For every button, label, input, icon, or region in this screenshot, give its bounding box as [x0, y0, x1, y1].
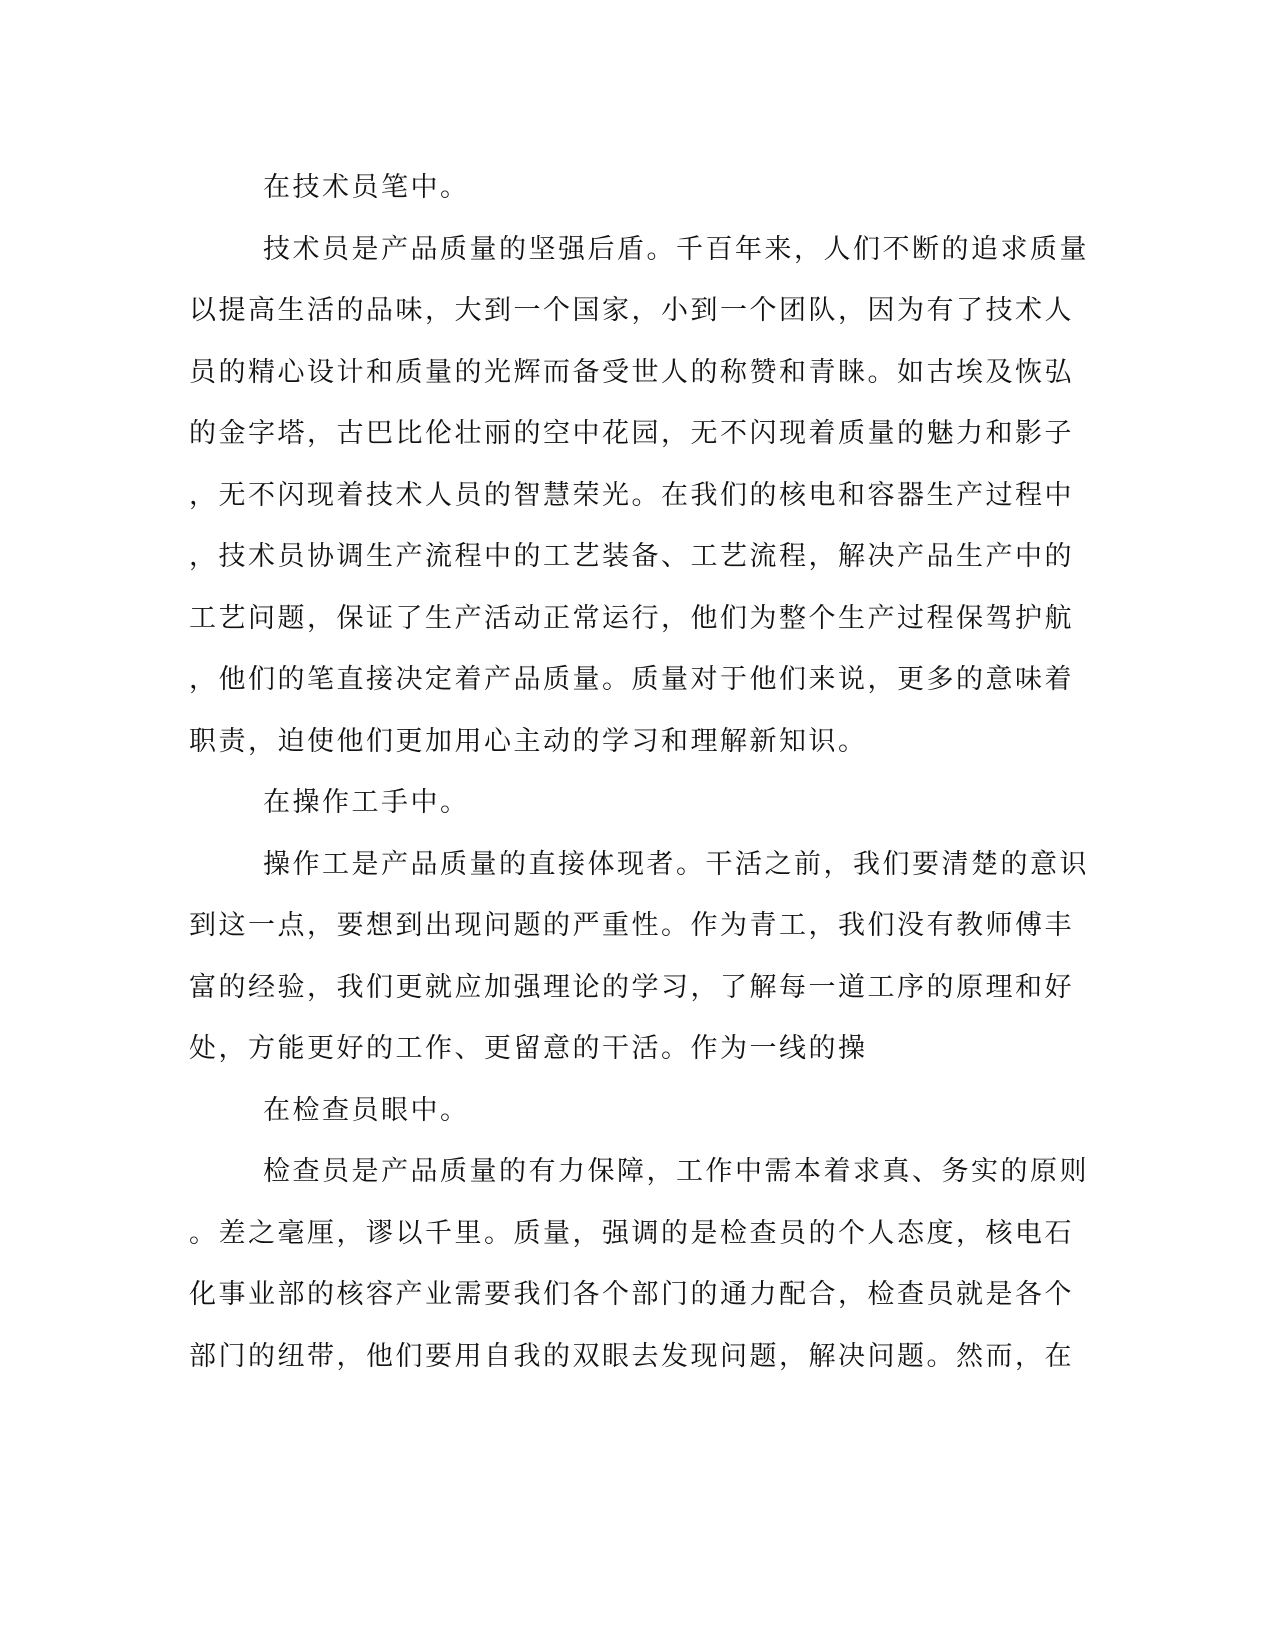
paragraph-line: 到这一点，要想到出现问题的严重性。作为青工，我们没有教师傅丰	[189, 910, 1074, 941]
paragraph-line: 工艺问题，保证了生产活动正常运行，他们为整个生产过程保驾护航	[189, 602, 1074, 634]
paragraph-line: 富的经验，我们更就应加强理论的学习，了解每一道工序的原理和好	[189, 971, 1074, 1003]
paragraph-line: 的金字塔，古巴比伦壮丽的空中花园，无不闪现着质量的魅力和影子	[189, 418, 1074, 449]
paragraph-line: 技术员是产品质量的坚强后盾。千百年来，人们不断的追求质量	[263, 233, 1089, 265]
paragraph-line: 职责，迫使他们更加用心主动的学习和理解新知识。	[189, 725, 868, 757]
paragraph-line: 部门的纽带，他们要用自我的双眼去发现问题，解决问题。然而，在	[189, 1340, 1074, 1372]
paragraph-line: 检查员是产品质量的有力保障，工作中需本着求真、务实的原则	[263, 1156, 1089, 1187]
document-body	[189, 157, 1089, 1387]
heading-operator: 在操作工手中。	[263, 787, 470, 818]
paragraph-line: 。差之毫厘，谬以千里。质量，强调的是检查员的个人态度，核电石	[189, 1217, 1074, 1249]
paragraph-line: 员的精心设计和质量的光辉而备受世人的称赞和青睐。如古埃及恢弘	[189, 356, 1074, 388]
paragraph-line: 操作工是产品质量的直接体现者。干活之前，我们要清楚的意识	[263, 848, 1089, 880]
paragraph-line: 以提高生活的品味，大到一个国家，小到一个团队，因为有了技术人	[189, 295, 1074, 326]
heading-technician: 在技术员笔中。	[263, 172, 470, 203]
paragraph-line: 化事业部的核容产业需要我们各个部门的通力配合，检查员就是各个	[189, 1279, 1074, 1310]
heading-inspector: 在检查员眼中。	[263, 1094, 470, 1126]
paragraph-line: 处，方能更好的工作、更留意的干活。作为一线的操	[189, 1033, 868, 1064]
paragraph-line: ，他们的笔直接决定着产品质量。质量对于他们来说，更多的意味着	[189, 664, 1074, 695]
paragraph-line: ，无不闪现着技术人员的智慧荣光。在我们的核电和容器生产过程中	[189, 479, 1074, 511]
paragraph-line: ，技术员协调生产流程中的工艺装备、工艺流程，解决产品生产中的	[189, 541, 1074, 572]
